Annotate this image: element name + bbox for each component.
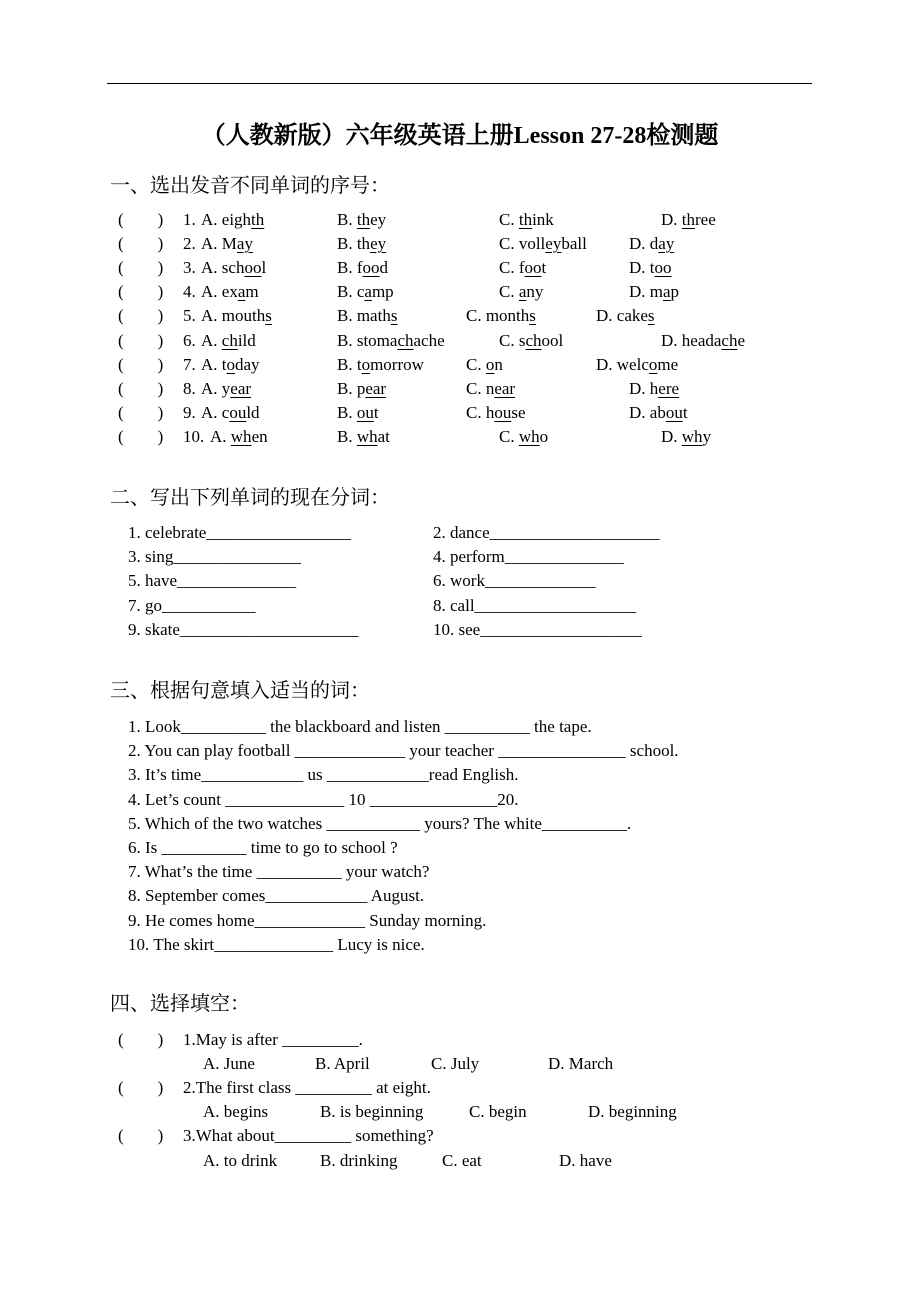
underlined-letters: ch bbox=[397, 330, 414, 350]
answer-paren: ( ) bbox=[118, 258, 164, 278]
option-text: D. cake bbox=[596, 306, 648, 326]
sentence: 9. He comes home_____________ Sunday morning. bbox=[128, 910, 487, 930]
underlined-letters: ear bbox=[494, 378, 516, 398]
option-text: B. bbox=[337, 426, 357, 446]
option-text: A. M bbox=[201, 234, 237, 254]
answer-paren: ( ) bbox=[118, 306, 164, 326]
option-text: A. mouth bbox=[201, 306, 266, 326]
sentence: 7. What’s the time __________ your watch? bbox=[128, 862, 430, 882]
option-text: mp bbox=[371, 282, 394, 302]
option-text: A. y bbox=[201, 378, 231, 398]
option bbox=[337, 211, 386, 228]
sentence: 4. Let’s count ______________ 10 _______________20. bbox=[128, 789, 519, 809]
option-text: C. bbox=[499, 282, 519, 302]
header-rule bbox=[107, 83, 812, 84]
option bbox=[201, 235, 253, 252]
option bbox=[466, 380, 515, 397]
option bbox=[629, 259, 672, 276]
underlined-letters: s bbox=[529, 306, 536, 326]
question-number: 6. bbox=[183, 330, 196, 350]
underlined-letters: ey bbox=[545, 234, 562, 254]
option-text: se bbox=[511, 402, 526, 422]
fill-item: 2. dance____________________ bbox=[433, 523, 660, 542]
option-text: C. month bbox=[466, 306, 530, 326]
option: A. June bbox=[203, 1054, 255, 1074]
question-number: 7. bbox=[183, 354, 196, 374]
option bbox=[337, 259, 388, 276]
underlined-letters: ay bbox=[236, 234, 253, 254]
option bbox=[337, 404, 379, 421]
option-text: D. heada bbox=[661, 330, 722, 350]
fill-item: 10. see___________________ bbox=[433, 619, 642, 639]
option bbox=[466, 356, 503, 373]
answer-paren: ( ) bbox=[118, 282, 164, 302]
question-number: 3. bbox=[183, 258, 196, 278]
underlined-letters: ch bbox=[525, 330, 542, 350]
option-text: en bbox=[251, 426, 268, 446]
option-text: D. t bbox=[629, 258, 655, 278]
option-text: ey bbox=[370, 210, 387, 229]
option bbox=[629, 235, 674, 252]
option bbox=[629, 404, 688, 421]
question-number: 9. bbox=[183, 402, 196, 422]
option-text: t bbox=[682, 402, 688, 422]
answer-paren: ( ) bbox=[118, 378, 164, 398]
option-text: D. d bbox=[629, 234, 659, 254]
option: B. is beginning bbox=[320, 1102, 424, 1122]
option: A. to drink bbox=[203, 1150, 278, 1170]
option bbox=[661, 428, 711, 445]
question-number: 5. bbox=[183, 306, 196, 326]
option-text: B. bbox=[337, 210, 357, 229]
option bbox=[337, 356, 424, 373]
option-text: C. f bbox=[499, 258, 525, 278]
sentence: 2. You can play football _____________ your teacher _______________ school. bbox=[128, 741, 679, 761]
option-text: B. c bbox=[337, 282, 365, 302]
option-text: D. m bbox=[629, 282, 663, 302]
option-text: D. ab bbox=[629, 402, 666, 422]
option-text: C. s bbox=[499, 330, 526, 350]
option bbox=[201, 307, 272, 324]
underlined-letters: a bbox=[237, 282, 246, 302]
section2-heading: 二、写出下列单词的现在分词： bbox=[110, 485, 390, 509]
underlined-letters: o bbox=[226, 354, 235, 374]
underlined-letters: th bbox=[356, 210, 371, 229]
option-text: A. t bbox=[201, 354, 227, 374]
underlined-letters: th bbox=[518, 210, 533, 229]
option-text: ny bbox=[526, 282, 544, 302]
option-text: C. h bbox=[466, 402, 495, 422]
option bbox=[201, 211, 264, 228]
option bbox=[337, 307, 397, 324]
underlined-letters: wh bbox=[356, 426, 378, 446]
option-text: B. th bbox=[337, 234, 371, 254]
option-text: A. ex bbox=[201, 282, 238, 302]
fill-item: 6. work_____________ bbox=[433, 571, 596, 591]
option: A. begins bbox=[203, 1102, 269, 1122]
option-text: B. bbox=[337, 402, 357, 422]
option-text: l bbox=[261, 258, 267, 278]
option-text: D. bbox=[661, 426, 682, 446]
question-number: 1. bbox=[183, 210, 196, 229]
option-text: B. f bbox=[337, 258, 363, 278]
option bbox=[337, 332, 445, 349]
option bbox=[337, 380, 386, 397]
option bbox=[499, 428, 548, 445]
question-number: 10. bbox=[183, 426, 205, 446]
option-text: ild bbox=[237, 330, 256, 350]
option bbox=[466, 307, 536, 324]
underlined-letters: ou bbox=[356, 402, 374, 422]
option bbox=[201, 356, 260, 373]
option bbox=[629, 283, 679, 300]
option: D. beginning bbox=[588, 1102, 677, 1122]
option bbox=[596, 356, 678, 373]
sentence: 5. Which of the two watches ___________ yours? The white__________. bbox=[128, 813, 632, 833]
option bbox=[337, 235, 386, 252]
question-number: 8. bbox=[183, 378, 196, 398]
option: D. March bbox=[548, 1054, 614, 1074]
underlined-letters: wh bbox=[518, 426, 540, 446]
option bbox=[201, 259, 266, 276]
underlined-letters: ch bbox=[721, 330, 738, 350]
option-text: o bbox=[539, 426, 549, 446]
underlined-letters: oo bbox=[362, 258, 380, 278]
option-text: A. sch bbox=[201, 258, 245, 278]
option bbox=[596, 307, 655, 324]
sentence: 3. It’s time____________ us ____________read English. bbox=[128, 765, 519, 785]
option-text: ool bbox=[541, 330, 564, 350]
underlined-letters: o bbox=[485, 354, 495, 374]
option-text: day bbox=[235, 354, 260, 374]
fill-item: 1. celebrate_________________ bbox=[128, 523, 351, 542]
option-text: t bbox=[373, 402, 379, 422]
option: B. April bbox=[315, 1054, 370, 1074]
underlined-letters: s bbox=[647, 306, 655, 326]
underlined-letters: a bbox=[518, 282, 527, 302]
option bbox=[499, 332, 563, 349]
fill-item: 4. perform______________ bbox=[433, 547, 624, 567]
fill-item: 5. have______________ bbox=[128, 571, 297, 591]
fill-item: 9. skate_____________________ bbox=[128, 619, 359, 639]
underlined-letters: oo bbox=[524, 258, 542, 278]
option-text: ld bbox=[246, 402, 260, 422]
option-text: m bbox=[245, 282, 259, 302]
option-text: C. bbox=[499, 210, 519, 229]
option-text: A. eigh bbox=[201, 210, 252, 229]
option bbox=[201, 404, 260, 421]
underlined-letters: ch bbox=[221, 330, 238, 350]
answer-paren: ( ) bbox=[118, 330, 164, 350]
underlined-letters: ay bbox=[658, 234, 675, 254]
option-text: D. bbox=[661, 210, 682, 229]
option-text: p bbox=[670, 282, 680, 302]
fill-item: 3. sing_______________ bbox=[128, 547, 301, 567]
underlined-letters: s bbox=[265, 306, 272, 326]
underlined-letters: ou bbox=[229, 402, 247, 422]
question-number: 4. bbox=[183, 282, 196, 302]
option bbox=[499, 283, 543, 300]
answer-paren: ( ) bbox=[118, 354, 164, 374]
underlined-letters: a bbox=[364, 282, 372, 302]
sentence: 10. The skirt______________ Lucy is nice. bbox=[128, 934, 425, 954]
underlined-letters: wh bbox=[681, 426, 703, 446]
question: 3.What about_________ something? bbox=[183, 1126, 434, 1146]
answer-paren: ( ) bbox=[118, 1126, 164, 1146]
option-text: B. t bbox=[337, 354, 362, 374]
sentence: 6. Is __________ time to go to school ? bbox=[128, 838, 398, 857]
underlined-letters: ey bbox=[370, 234, 387, 254]
underlined-letters: ou bbox=[494, 402, 512, 422]
underlined-letters: s bbox=[390, 306, 398, 326]
option-text: C. voll bbox=[499, 234, 546, 254]
option bbox=[337, 283, 394, 300]
option-text: ball bbox=[561, 234, 587, 254]
option-text: D. welc bbox=[596, 354, 649, 374]
option bbox=[466, 404, 526, 421]
option bbox=[337, 428, 390, 445]
question-number: 2. bbox=[183, 234, 196, 254]
section1-heading: 一、选出发音不同单词的序号： bbox=[110, 173, 390, 197]
option bbox=[661, 332, 745, 349]
answer-paren: ( ) bbox=[118, 234, 164, 254]
option bbox=[201, 332, 256, 349]
option-text: n bbox=[494, 354, 503, 374]
sentence: 8. September comes____________ August. bbox=[128, 886, 425, 906]
section3-heading: 三、根据句意填入适当的词： bbox=[110, 678, 370, 702]
option-text: A. c bbox=[201, 402, 230, 422]
option: C. eat bbox=[442, 1150, 482, 1170]
option: C. July bbox=[431, 1054, 480, 1074]
option bbox=[499, 211, 554, 228]
underlined-letters: ear bbox=[230, 378, 252, 398]
option-text: me bbox=[657, 354, 679, 374]
fill-item: 7. go___________ bbox=[128, 595, 256, 615]
answer-paren: ( ) bbox=[118, 402, 164, 422]
answer-paren: ( ) bbox=[118, 426, 164, 446]
option: C. begin bbox=[469, 1102, 527, 1122]
sentence: 1. Look__________ the blackboard and listen __________ the tape. bbox=[128, 717, 592, 736]
fill-item: 8. call___________________ bbox=[433, 595, 637, 615]
option-text: ink bbox=[532, 210, 554, 229]
underlined-letters: a bbox=[663, 282, 671, 302]
answer-paren: ( ) bbox=[118, 1030, 164, 1049]
option-text: d bbox=[379, 258, 388, 278]
option-text: morrow bbox=[370, 354, 424, 374]
underlined-letters: o bbox=[361, 354, 371, 374]
option-text: B. stoma bbox=[337, 330, 398, 350]
underlined-letters: oo bbox=[244, 258, 262, 278]
option-text: C. bbox=[499, 426, 519, 446]
option-text: C. bbox=[466, 354, 486, 374]
option-text: at bbox=[377, 426, 390, 446]
underlined-letters: th bbox=[681, 210, 696, 229]
option bbox=[661, 211, 716, 228]
option bbox=[201, 380, 251, 397]
option-text: C. n bbox=[466, 378, 495, 398]
option-text: A. bbox=[210, 426, 231, 446]
underlined-letters: ere bbox=[658, 378, 680, 398]
option-text: B. p bbox=[337, 378, 366, 398]
option-text: D. h bbox=[629, 378, 659, 398]
question: 1.May is after _________. bbox=[183, 1030, 363, 1049]
option: B. drinking bbox=[320, 1150, 398, 1170]
option-text: B. math bbox=[337, 306, 391, 326]
option: D. have bbox=[559, 1150, 612, 1170]
answer-paren: ( ) bbox=[118, 1078, 164, 1098]
page-title: （人教新版）六年级英语上册Lesson 27-28检测题 bbox=[201, 123, 719, 149]
option-text: t bbox=[541, 258, 547, 278]
option-text: ree bbox=[695, 210, 716, 229]
question: 2.The first class _________ at eight. bbox=[183, 1078, 431, 1098]
option-text: e bbox=[737, 330, 746, 350]
option bbox=[210, 428, 268, 445]
option-text: ache bbox=[413, 330, 445, 350]
option bbox=[629, 380, 679, 397]
option-text: y bbox=[702, 426, 712, 446]
underlined-letters: th bbox=[251, 210, 265, 229]
underlined-letters: oo bbox=[654, 258, 672, 278]
underlined-letters: ear bbox=[365, 378, 387, 398]
answer-paren: ( ) bbox=[118, 210, 164, 229]
option bbox=[201, 283, 259, 300]
section4-heading: 四、选择填空： bbox=[110, 991, 250, 1015]
option-text: A. bbox=[201, 330, 222, 350]
underlined-letters: wh bbox=[230, 426, 252, 446]
underlined-letters: ou bbox=[665, 402, 683, 422]
option bbox=[499, 235, 587, 252]
underlined-letters: o bbox=[648, 354, 658, 374]
option bbox=[499, 259, 546, 276]
